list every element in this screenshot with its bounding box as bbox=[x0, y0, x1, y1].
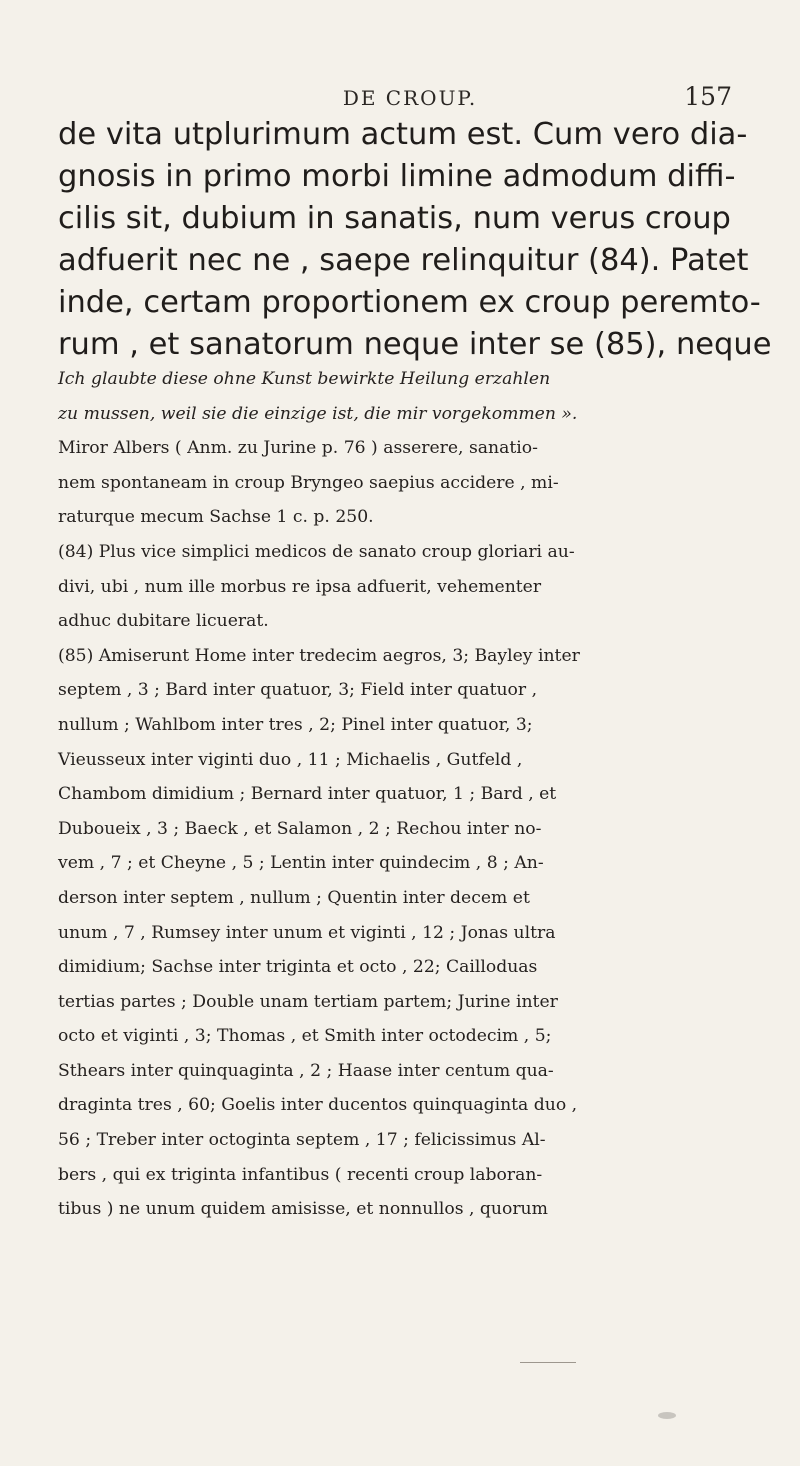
footnote-line: Sthears inter quinquaginta , 2 ; Haase inter centum qua- bbox=[58, 1060, 554, 1081]
footnote-line: vem , 7 ; et Cheyne , 5 ; Lentin inter quindecim , 8 ; An- bbox=[58, 853, 544, 874]
footnote-line: nem spontaneam in croup Bryngeo saepius accidere , mi- bbox=[58, 472, 559, 493]
footnote-line: zu mussen, weil sie die einzige ist, die mir vorgekommen ». bbox=[58, 403, 578, 424]
footnote-line: Duboueix , 3 ; Baeck , et Salamon , 2 ; Rechou inter no- bbox=[58, 818, 542, 839]
footer-rule bbox=[520, 1362, 576, 1363]
footnote-line: octo et viginti , 3; Thomas , et Smith inter octodecim , 5; bbox=[58, 1026, 552, 1047]
footnote-line: tertias partes ; Double unam tertiam partem; Jurine inter bbox=[58, 991, 558, 1012]
running-title: DE CROUP. bbox=[342, 86, 478, 110]
footnotes bbox=[58, 362, 758, 1227]
footnote-line: divi, ubi , num ille morbus re ipsa adfuerit, vehementer bbox=[58, 576, 542, 597]
footnote-line: Miror Albers ( Anm. zu Jurine p. 76 ) asserere, sanatio- bbox=[58, 438, 538, 459]
page-number: 157 bbox=[684, 82, 732, 111]
footnote-line: (85) Amiserunt Home inter tredecim aegros, 3; Bayley inter bbox=[58, 645, 580, 666]
footnote-line: tibus ) ne unum quidem amisisse, et nonnullos , quorum bbox=[58, 1199, 548, 1220]
footnote-line: Vieusseux inter viginti duo , 11 ; Michaelis , Gutfeld , bbox=[58, 749, 523, 770]
running-head bbox=[60, 82, 740, 116]
footnote-line: dimidium; Sachse inter triginta et octo , 22; Cailloduas bbox=[58, 957, 538, 978]
main-line: gnosis in primo morbi limine admodum diffi- bbox=[58, 159, 736, 194]
ink-smudge bbox=[658, 1412, 676, 1419]
footnote-line: (84) Plus vice simplici medicos de sanato croup gloriari au- bbox=[58, 541, 575, 562]
main-line: adfuerit nec ne , saepe relinquitur (84). Patet bbox=[58, 243, 749, 278]
footnote-line: derson inter septem , nullum ; Quentin inter decem et bbox=[58, 887, 530, 908]
footnote-line: adhuc dubitare licuerat. bbox=[58, 611, 269, 632]
footnote-line: Chambom dimidium ; Bernard inter quatuor, 1 ; Bard , et bbox=[58, 784, 557, 805]
main-text bbox=[58, 114, 772, 366]
footnote-line: Ich glaubte diese ohne Kunst bewirkte Heilung erzahlen bbox=[58, 369, 551, 389]
footnote-line: 56 ; Treber inter octoginta septem , 17 ; felicissimus Al- bbox=[58, 1130, 546, 1151]
footnote-line: unum , 7 , Rumsey inter unum et viginti , 12 ; Jonas ultra bbox=[58, 922, 556, 943]
footnote-line: raturque mecum Sachse 1 c. p. 250. bbox=[58, 507, 374, 528]
main-line: rum , et sanatorum neque inter se (85), neque bbox=[58, 327, 772, 362]
main-line: cilis sit, dubium in sanatis, num verus croup bbox=[58, 201, 731, 236]
main-line: inde, certam proportionem ex croup peremto- bbox=[58, 285, 761, 320]
footnote-line: bers , qui ex triginta infantibus ( recenti croup laboran- bbox=[58, 1164, 543, 1185]
main-line: de vita utplurimum actum est. Cum vero dia- bbox=[58, 117, 748, 152]
footnote-line: draginta tres , 60; Goelis inter ducentos quinquaginta duo , bbox=[58, 1095, 578, 1116]
footnote-line: septem , 3 ; Bard inter quatuor, 3; Field inter quatuor , bbox=[58, 680, 538, 701]
footnote-line: nullum ; Wahlbom inter tres , 2; Pinel inter quatuor, 3; bbox=[58, 714, 533, 735]
